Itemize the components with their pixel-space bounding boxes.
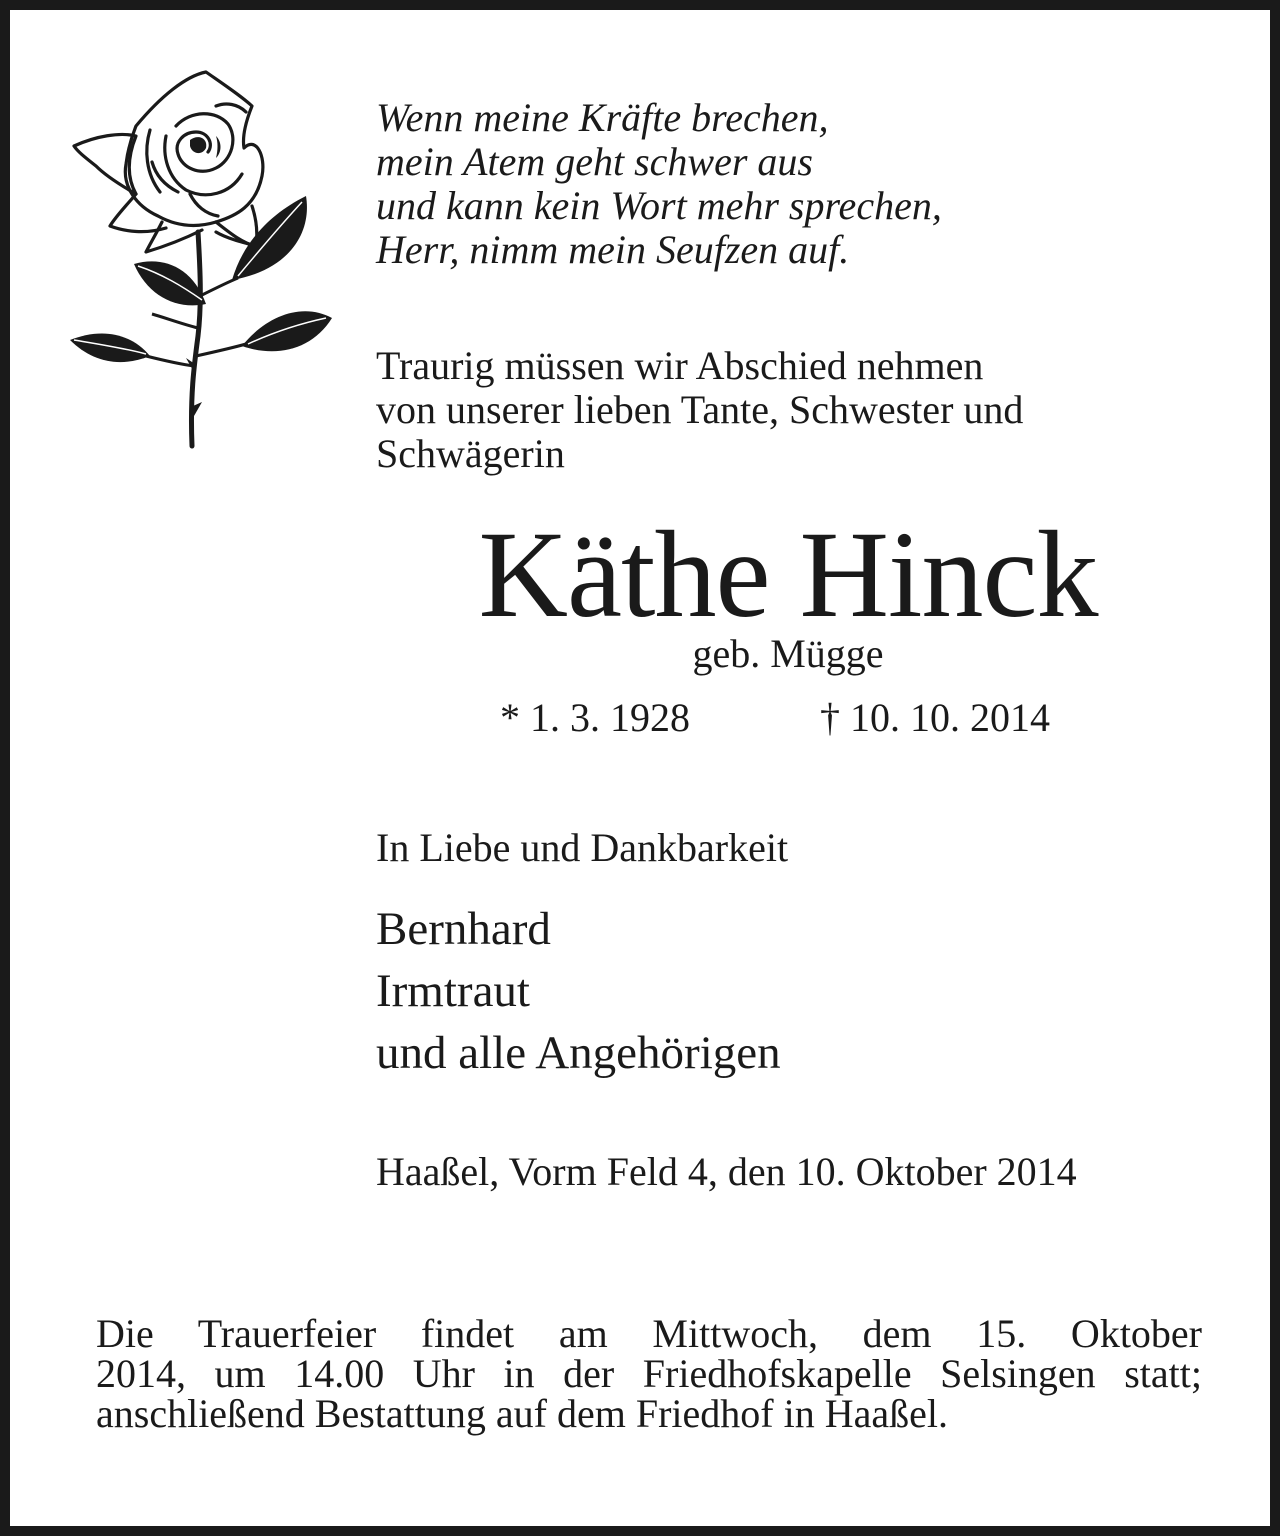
maiden-name: geb. Mügge <box>692 631 884 676</box>
verse-line: mein Atem geht schwer aus <box>376 139 813 184</box>
funeral-line: 2014, um 14.00 Uhr in der Friedhofskapelle Selsingen statt; <box>96 1351 1202 1396</box>
mourner-name: und alle Angehörigen <box>376 1027 781 1079</box>
funeral-notice <box>96 1311 1202 1436</box>
verse-line: Wenn meine Kräfte brechen, <box>376 95 829 140</box>
death-date: † 10. 10. 2014 <box>820 695 1050 740</box>
intro-line: Schwägerin <box>376 431 565 476</box>
mourner-name: Irmtraut <box>376 965 530 1017</box>
funeral-line: Die Trauerfeier findet am Mittwoch, dem 15. Oktober <box>96 1311 1202 1356</box>
birth-date: * 1. 3. 1928 <box>500 695 690 740</box>
thanks-line: In Liebe und Dankbarkeit <box>376 825 789 870</box>
deceased-name: Käthe Hinck <box>478 506 1098 643</box>
verse <box>376 96 1236 272</box>
intro-text <box>376 344 1236 476</box>
verse-line: Herr, nimm mein Seufzen auf. <box>376 227 850 272</box>
mourners-list <box>376 898 781 1084</box>
mourner-name: Bernhard <box>376 903 551 955</box>
funeral-line: anschließend Bestattung auf dem Friedhof in Haaßel. <box>96 1391 948 1436</box>
intro-line: Traurig müssen wir Abschied nehmen <box>376 343 984 388</box>
verse-line: und kann kein Wort mehr sprechen, <box>376 183 942 228</box>
place-date: Haaßel, Vorm Feld 4, den 10. Oktober 2014 <box>376 1149 1077 1194</box>
intro-line: von unserer lieben Tante, Schwester und <box>376 387 1024 432</box>
rose-icon <box>66 66 346 456</box>
